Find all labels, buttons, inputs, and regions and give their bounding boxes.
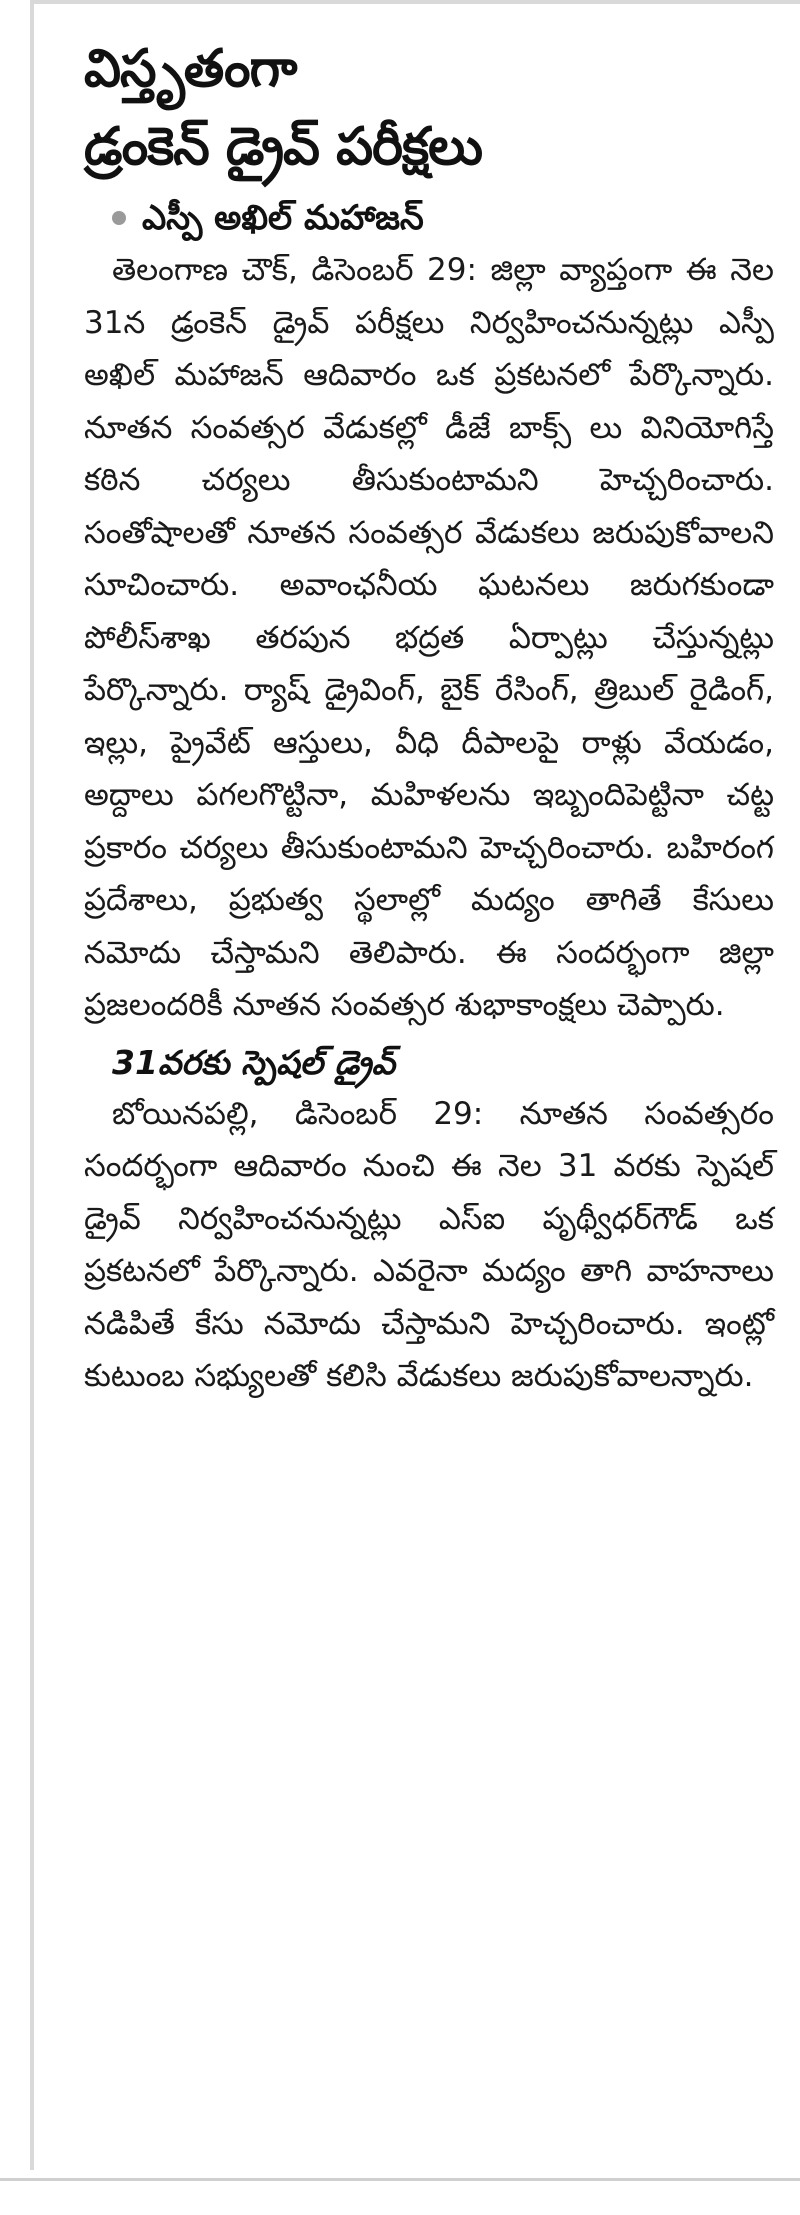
byline-text: ఎస్పీ అఖిల్ మహాజన్ [142,198,424,238]
headline-line-2: డ్రంకెన్ డ్రైవ్ పరీక్షలు [84,117,482,177]
bottom-border-rule [0,2178,800,2181]
headline-line-1: విస్తృతంగా [84,39,297,99]
top-border-rule [30,0,800,4]
bullet-icon [112,211,126,225]
article-paragraph-2: బోయినపల్లి, డిసెంబర్ 29: నూతన సంవత్సరం సందర్భంగా ఆదివారం నుంచి ఈ నెల 31 వరకు స్పెషల్ డ్రైవ్ నిర్వహించనున్నట్లు ఎస్ఐ పృథ్వీధర్‌గౌడ్ ఒక ప్రకటనలో పేర్కొన్నారు. ఎవరైనా మద్యం తాగి వాహనాలు నడిపితే కేసు నమోదు చేస్తామని హెచ్చరించారు. ఇంట్లో కుటుంబ సభ్యులతో కలిసి వేడుకలు జరుపుకోవాలన్నారు. [84,1095,774,1394]
subheading: 31వరకు స్పెషల్ డ్రైవ్ [112,1042,396,1082]
left-column-rule [30,0,34,2170]
byline [84,192,774,244]
article-paragraph-1: తెలంగాణ చౌక్, డిసెంబర్ 29: జిల్లా వ్యాప్తంగా ఈ నెల 31న డ్రంకెన్ డ్రైవ్ పరీక్షలు నిర్వహించనున్నట్లు ఎస్పీ అఖిల్ మహాజన్ ఆదివారం ఒక ప్రకటనలో పేర్కొన్నారు. నూతన సంవత్సర వేడుకల్లో డీజే బాక్స్ లు వినియోగిస్తే కఠిన చర్యలు తీసుకుంటామని హెచ్చరించారు. సంతోషాలతో నూతన సంవత్సర వేడుకలు జరుపుకోవాలని సూచించారు. అవాంఛనీయ ఘటనలు జరుగకుండా పోలీస్‌శాఖ తరపున భద్రత ఏర్పాట్లు చేస్తున్నట్లు పేర్కొన్నారు. ర్యాష్ డ్రైవింగ్, బైక్ రేసింగ్, త్రిబుల్ రైడింగ్, ఇల్లు, ప్రైవేట్ ఆస్తులు, వీధి దీపాలపై రాళ్లు వేయడం, అద్దాలు పగలగొట్టినా, మహిళలను ఇబ్బందిపెట్టినా చట్ట ప్రకారం చర్యలు తీసుకుంటామని హెచ్చరించారు. బహిరంగ ప్రదేశాలు, ప్రభుత్వ స్థలాల్లో మద్యం తాగితే కేసులు నమోదు చేస్తామని తెలిపారు. ఈ సందర్భంగా జిల్లా ప్రజలందరికీ నూతన సంవత్సర శుభాకాంక్షలు చెప్పారు. [84,252,774,1023]
news-article [84,30,774,1403]
headline [84,30,774,186]
